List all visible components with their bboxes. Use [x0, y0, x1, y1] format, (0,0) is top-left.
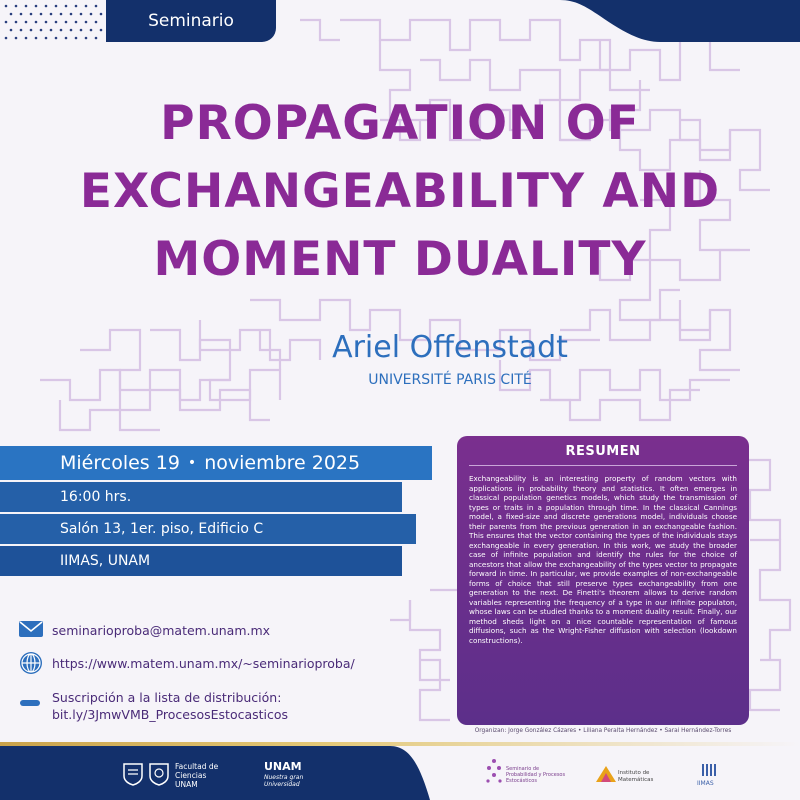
event-place: IIMAS, UNAM — [60, 553, 151, 569]
speaker-affiliation: UNIVERSITÉ PARIS CITÉ — [368, 372, 532, 388]
bullet-separator: • — [187, 455, 197, 471]
talk-title-line-1: PROPAGATION OF — [160, 96, 640, 151]
footer-band — [0, 746, 800, 800]
seminar-tag-label: Seminario — [148, 11, 234, 31]
organizers: Organizan: Jorge González Cázares • Liliana Peralta Hernández • Sarai Hernández-Torres — [474, 728, 732, 734]
abstract-heading: RESUMEN — [565, 444, 641, 459]
subscription-info — [52, 689, 288, 723]
email-icon — [18, 618, 44, 640]
dot-pattern-decoration — [0, 0, 110, 42]
facultad-line-1: Facultad de — [175, 762, 219, 771]
email-link[interactable]: seminarioproba@matem.unam.mx — [52, 623, 271, 638]
seminario-logo-text: Seminario de Probabilidad y Procesos Estocásticos — [506, 766, 566, 784]
event-day: Miércoles 19 — [60, 452, 180, 474]
time-bar — [0, 482, 402, 512]
talk-title — [30, 90, 770, 294]
seminario-logo-icon — [484, 756, 504, 786]
abstract-box — [457, 436, 749, 725]
speaker-name: Ariel Offenstadt — [332, 330, 568, 365]
unam-tagline: Nuestra gran Universidad — [264, 774, 304, 788]
subscription-link[interactable]: bit.ly/3JmwVMB_ProcesosEstocasticos — [52, 707, 289, 722]
facultad-line-3: UNAM — [175, 780, 198, 789]
abstract-text: Exchangeability is an interesting property of random vectors with applications in probability theory and statistics. It often emerges in classical population genetics models, which study the transmission of types or traits in a population through time. In the classical Cannings model, a fixed-size and discrete generations model, individuals choose their parents from the previous generation in an exchangeable fashion. This ensures that the vector containing the types of the individuals stays exchangeable in every generation. In this work, we study the broader case of infinite population and identify the rules for the choice of ancestors that allow the exchangeability of the types vector to propagate forward in time. In particular, we provide examples of non-exchangeable forms of choice that still preserve types exchangeability from one generation to the next. De Finetti's theorem allows to derive random variables representing the frequency of a type in our infinite populaton, whose laws can be studied thanks to a moment duality result. Finally, our method sheds light on a nice countable representation of famous diffusions, such as the Wright-Fisher diffusion with selection (lookdown constructions). — [469, 474, 737, 645]
facultad-line-2: Ciencias — [175, 771, 207, 780]
room-bar — [0, 514, 416, 544]
seminar-tag — [106, 0, 276, 42]
subscription-label: Suscripción a la lista de distribución: — [52, 690, 282, 705]
iimas-logo-icon — [700, 762, 718, 778]
event-time: 16:00 hrs. — [60, 489, 132, 505]
talk-title-line-2: EXCHANGEABILITY AND — [79, 164, 721, 219]
abstract-divider — [469, 465, 737, 466]
unam-logo: UNAM — [264, 760, 302, 773]
event-room: Salón 13, 1er. piso, Edificio C — [60, 521, 264, 537]
iimas-logo-text: IIMAS — [697, 780, 714, 787]
imate-logo-icon — [594, 764, 618, 784]
unam-shield-icon — [122, 762, 144, 786]
talk-title-line-3: MOMENT DUALITY — [153, 232, 647, 287]
event-date: noviembre 2025 — [204, 452, 361, 474]
facultad-ciencias-logo — [175, 762, 218, 789]
website-link[interactable]: https://www.matem.unam.mx/~seminarioproba/ — [52, 656, 355, 671]
place-bar — [0, 546, 402, 576]
globe-icon — [18, 650, 44, 676]
faculty-shield-icon — [148, 762, 170, 786]
date-bar — [0, 446, 432, 480]
imate-logo-text: Instituto de Matemáticas — [618, 770, 654, 783]
mailing-list-icon — [18, 690, 44, 716]
